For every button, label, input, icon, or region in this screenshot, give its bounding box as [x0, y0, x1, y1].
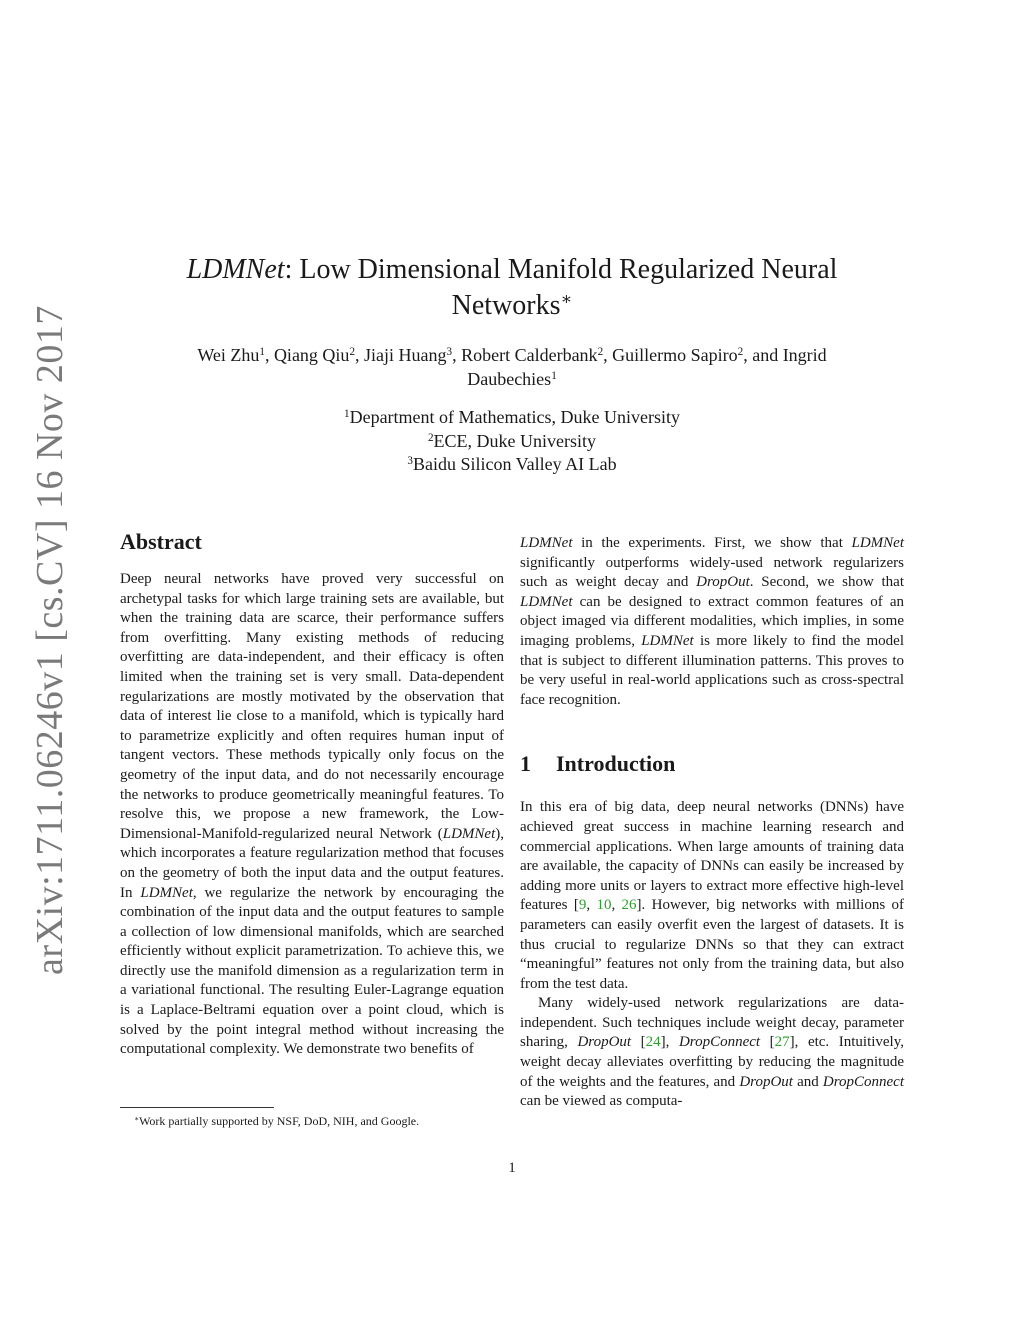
citation-link[interactable]: 27	[774, 1034, 790, 1051]
footnote: ∗Work partially supported by NSF, DoD, NIH, and Google.	[134, 1113, 420, 1128]
abstract-heading: Abstract	[120, 529, 202, 554]
affiliation: $^2$ECE, Duke University	[427, 430, 597, 451]
author: , and Ingrid	[743, 345, 827, 365]
affiliation: $^3$Baidu Silicon Valley AI Lab	[407, 454, 617, 474]
page-number: 1	[508, 1160, 516, 1176]
affiliation-list	[120, 406, 904, 477]
author: , Jiaji Huang	[355, 345, 447, 365]
citation-link[interactable]: 24	[645, 1034, 661, 1051]
author: , Guillermo Sapiro	[603, 345, 738, 365]
author: Daubechies	[467, 369, 552, 389]
abstract-continuation: LDMNet in the experiments. First, we show that LDMNet significantly outperforms widely-used network regularizers such as weight decay and DropOut. Second, we show that LDMNet can be designed to extract common features of an object imaged via different modalities, which implies, in some imaging problems, LDMNet is more likely to find the model that is subject to different illumination patterns. This proves to be very useful in real-world applications such as cross-spectral face recognition.	[520, 535, 904, 708]
author: Wei Zhu	[197, 345, 260, 365]
footnote-rule	[120, 1107, 274, 1108]
affiliation: $^1$Department of Mathematics, Duke University	[344, 407, 680, 427]
author: , Qiang Qiu	[264, 345, 350, 365]
abstract-column	[120, 528, 504, 1060]
paper-title: LDMNet: Low Dimensional Manifold Regularized Neural Networks∗	[186, 254, 838, 321]
citation-link[interactable]: 9	[578, 897, 587, 914]
right-column	[520, 534, 904, 1112]
title-footnote-mark: ∗	[560, 289, 573, 309]
title-method-name: LDMNet	[186, 254, 285, 285]
section-heading-introduction: 1 Introduction	[520, 751, 676, 777]
author: , Robert Calderbank	[452, 345, 598, 365]
arxiv-identifier: arXiv:1711.06246v1 [cs.CV] 16 Nov 2017	[29, 305, 71, 975]
abstract-body: Deep neural networks have proved very successful on archetypal tasks for which large training sets are available, but when the training data are scarce, their performance suffers from overfitting. Many existing methods of reducing overfitting are data-independent, and their efficacy is often limited when the training set is very small. Data-dependent regularizations are mostly motivated by the observation that data of interest lie close to a manifold, which is typically hard to parametrize explicitly and often requires human input of tangent vectors. These methods typically only focus on the geometry of the input data, and do not necessarily encourage the networks to produce geometrically meaningful features. To resolve this, we propose a new framework, the Low-Dimensional-Manifold-regularized neural Network (LDMNet), which incorporates a feature regularization method that focuses on the geometry of both the input data and the output features. In LDMNet, we regularize the network by encouraging the combination of the input data and the output features to sample a collection of low dimensional manifolds, which are searched efficiently without explicit parametrization. To achieve this, we directly use the manifold dimension as a regularization term in a variational functional. The resulting Euler-Lagrange equation is a Laplace-Beltrami equation over a point cloud, which is solved by the point integral method without increasing the computational complexity. We demonstrate two benefits of	[120, 571, 504, 1058]
intro-paragraph: In this era of big data, deep neural networks (DNNs) have achieved great success in machine learning research and commercial applications. When large amounts of training data are available, the capacity of DNNs can easily be increased by adding more units or layers to extract more effective high-level features [9, 10, 26]. However, big networks with millions of parameters can easily overfit even the largest of datasets. It is thus crucial to regularize DNNs so that they can extract “meaningful” features not only from the training data, but also from the test data.	[520, 799, 905, 992]
author-list: Wei Zhu$^1$, Qiang Qiu$^2$, Jiaji Huang$^3$, Robert Calderbank$^2$, Guillermo Sapiro$^2$, and Ingrid Daubechies$^1$	[197, 345, 827, 389]
intro-paragraph: Many widely-used network regularizations are data-independent. Such techniques include weight decay, parameter sharing, DropOut [24], DropConnect [27], etc. Intuitively, weight decay alleviates overfitting by reducing the magnitude of the weights and the features, and DropOut and DropConnect can be viewed as computa-	[520, 995, 904, 1110]
citation-link[interactable]: 10	[596, 897, 612, 914]
citation-link[interactable]: 26	[621, 897, 637, 914]
